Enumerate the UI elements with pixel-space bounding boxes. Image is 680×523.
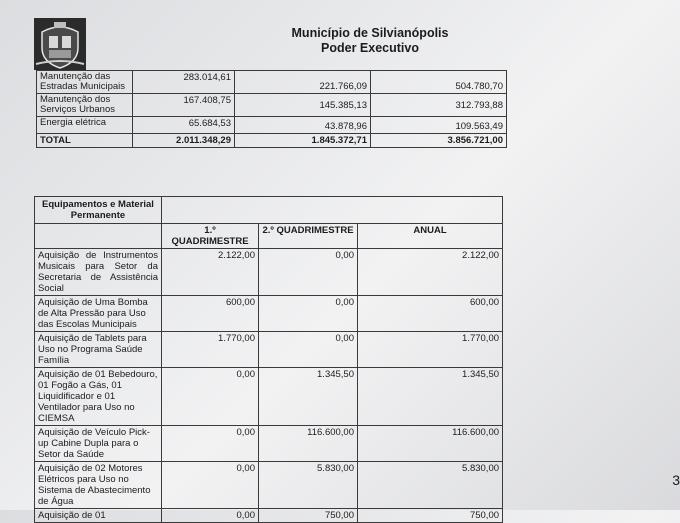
row-description: Aquisição de Instrumentos Musicais para Setor da Secretaria de Assistência Social — [35, 249, 162, 296]
row-description: Aquisição de 02 Motores Elétricos para Uso no Sistema de Abastecimento de Água — [35, 462, 162, 509]
column-header-q1: 1.º QUADRIMESTRE — [162, 224, 259, 249]
table-title-row — [35, 197, 503, 224]
table-title: Equipamentos e Material Permanente — [35, 197, 162, 224]
column-header-q2: 2.º QUADRIMESTRE — [259, 224, 358, 249]
q1-value: 2.122,00 — [162, 249, 259, 296]
q1-value: 167.408,75 — [133, 94, 235, 117]
page-number: 3 — [672, 472, 680, 488]
row-description: Aquisição de Veículo Pick-up Cabine Dupla para o Setor da Saúde — [35, 426, 162, 462]
table-row — [35, 426, 503, 462]
q2-value: 116.600,00 — [259, 426, 358, 462]
annual-value: 5.830,00 — [358, 462, 503, 509]
total-annual: 3.856.721,00 — [371, 134, 507, 148]
empty-header — [35, 224, 162, 249]
q1-value: 0,00 — [162, 426, 259, 462]
row-description: Aquisição de 01 Bebedouro, 01 Fogão a Gás, 01 Liquidificador e 01 Ventilador para Uso no CIEMSA — [35, 368, 162, 426]
annual-value: 750,00 — [358, 509, 503, 523]
annual-value: 312.793,88 — [371, 94, 507, 117]
total-label: TOTAL — [37, 134, 133, 148]
executive-branch: Poder Executivo — [321, 41, 419, 55]
row-description: Aquisição de Tablets para Uso no Programa Saúde Família — [35, 332, 162, 368]
q2-value: 5.830,00 — [259, 462, 358, 509]
table-row — [35, 368, 503, 426]
total-row — [37, 134, 507, 148]
row-description: Aquisição de Uma Bomba de Alta Pressão para Uso das Escolas Municipais — [35, 296, 162, 332]
annual-value: 2.122,00 — [358, 249, 503, 296]
q1-value: 600,00 — [162, 296, 259, 332]
equipment-table — [34, 196, 503, 523]
expenses-table — [36, 70, 507, 148]
column-header-annual: ANUAL — [358, 224, 503, 249]
table-row — [35, 296, 503, 332]
annual-value: 1.345,50 — [358, 368, 503, 426]
q2-value: 1.345,50 — [259, 368, 358, 426]
table-row — [35, 462, 503, 509]
q2-value: 0,00 — [259, 249, 358, 296]
q1-value: 65.684,53 — [133, 117, 235, 134]
table-row — [35, 249, 503, 296]
q2-value: 0,00 — [259, 296, 358, 332]
row-description: Energia elétrica — [37, 117, 133, 134]
row-description: Manutenção dos Serviços Urbanos — [37, 94, 133, 117]
total-q2: 1.845.372,71 — [235, 134, 371, 148]
empty-cell — [162, 197, 503, 224]
total-q1: 2.011.348,29 — [133, 134, 235, 148]
municipal-coat-of-arms-icon — [34, 18, 86, 70]
table-header-row — [35, 224, 503, 249]
table-row — [35, 509, 503, 523]
municipality-name: Município de Silvianópolis — [291, 26, 449, 40]
q2-value: 750,00 — [259, 509, 358, 523]
q1-value: 0,00 — [162, 368, 259, 426]
q1-value: 283.014,61 — [133, 71, 235, 94]
q2-value: 145.385,13 — [235, 94, 371, 117]
q2-value: 43.878,96 — [235, 117, 371, 134]
document-header — [270, 26, 470, 56]
annual-value: 109.563,49 — [371, 117, 507, 134]
annual-value: 1.770,00 — [358, 332, 503, 368]
q1-value: 0,00 — [162, 509, 259, 523]
table-row — [37, 94, 507, 117]
table-row — [37, 117, 507, 134]
annual-value: 600,00 — [358, 296, 503, 332]
q2-value: 221.766,09 — [235, 71, 371, 94]
q1-value: 1.770,00 — [162, 332, 259, 368]
q1-value: 0,00 — [162, 462, 259, 509]
row-description: Aquisição de 01 — [35, 509, 162, 523]
table-row — [35, 332, 503, 368]
q2-value: 0,00 — [259, 332, 358, 368]
annual-value: 504.780,70 — [371, 71, 507, 94]
row-description: Manutenção das Estradas Municipais — [37, 71, 133, 94]
annual-value: 116.600,00 — [358, 426, 503, 462]
table-row — [37, 71, 507, 94]
